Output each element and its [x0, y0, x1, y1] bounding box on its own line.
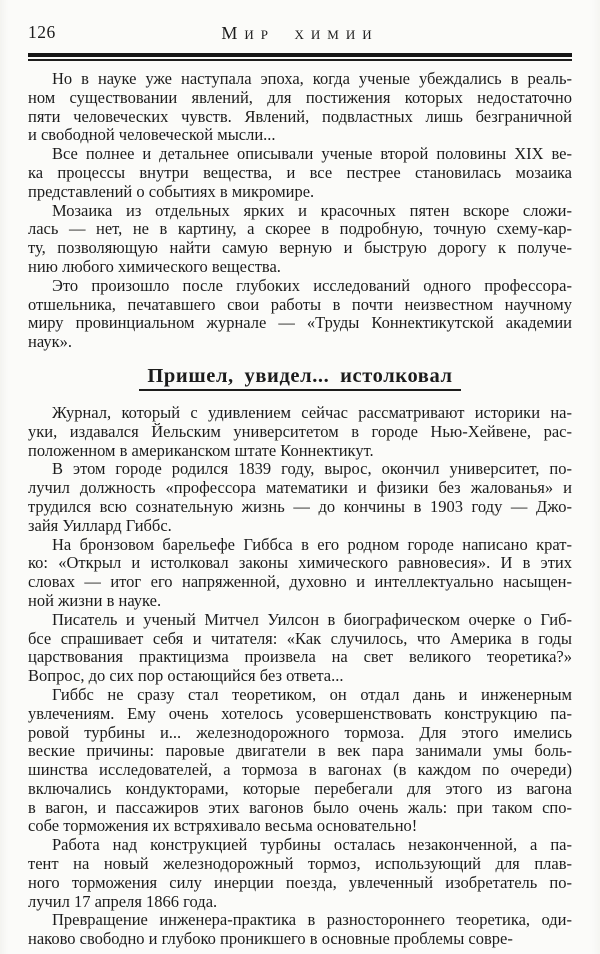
text-line: царствования практицизма произвела на свет великого теоретика?»: [28, 648, 572, 667]
text-line: увлечениям. Ему очень хотелось усовершенствовать конструкцию па-: [28, 704, 572, 723]
text-line: ного торможения силу инерции поезда, увлеченный изобретатель по-: [28, 873, 572, 892]
text-line: нию любого химического вещества.: [28, 257, 281, 276]
text-line: трудился всю сознательную жизнь — до кончины в 1903 году — Джо-: [28, 497, 572, 516]
text-line: собе торможения их встряхивало весьма основательно!: [28, 817, 418, 836]
text-line: уки, издавался Йельским университетом в городе Нью-Хейвене, рас-: [28, 422, 572, 441]
text-line: шинства исследователей, а тормоза в вагонах (в каждом по очереди): [28, 761, 572, 780]
paragraph: [28, 202, 572, 277]
page-number: 126: [28, 22, 56, 42]
text-line: ной жизни в науке.: [28, 591, 162, 610]
text-line: представлений о событиях в микромире.: [28, 182, 315, 201]
paragraph: [28, 404, 572, 460]
paragraph: [28, 536, 572, 611]
text-line: отшельника, печатавшего свои работы в почти неизвестном научному: [28, 295, 572, 314]
text-line: в вагон, и пассажиров этих вагонов было очень жаль: при таком спо-: [28, 798, 572, 817]
running-head: [28, 22, 572, 46]
paragraph: [28, 686, 572, 836]
paragraph: [28, 277, 572, 352]
text-line: пяти человеческих чувств. Явлений, подвластных лишь безграничной: [28, 107, 572, 126]
paragraph: [28, 611, 572, 686]
paragraph: [28, 145, 572, 201]
text-line: Гиббс не сразу стал теоретиком, он отдал дань и инженерным: [52, 685, 572, 704]
text-line: Вопрос, до сих пор остающийся без ответа...: [28, 667, 344, 686]
text-line: Это произошло после глубоких исследований одного профессора-: [52, 276, 572, 295]
text-line: ту, позволяющую найти самую верную и быструю дорогу к получе-: [28, 239, 572, 258]
text-line: положенном в американском штате Коннектикут.: [28, 441, 374, 460]
text-line: лась — нет, не в картину, а скорее в подробную, точную схему-кар-: [28, 220, 572, 239]
text-line: На бронзовом барельефе Гиббса в его родном городе написано крат-: [52, 535, 572, 554]
paragraph: [28, 836, 572, 911]
text-line: ка процессы внутри вещества, и все пестрее становилась мозаика: [28, 163, 572, 182]
text-line: тент на новый железнодорожный тормоз, использующий для плав-: [28, 855, 572, 874]
text-line: Все полнее и детальнее описывали ученые второй половины XIX ве-: [52, 145, 572, 164]
text-line: ном существовании явлений, для постижения которых недостаточно: [28, 88, 572, 107]
text-line: лучил 17 апреля 1866 года.: [28, 892, 218, 911]
text-line: лучил должность «профессора математики и физики без жалованья» и: [28, 479, 572, 498]
text-line: веские причины: паровые двигатели в век пара занимали умы боль-: [28, 742, 572, 761]
text-line: и свободной человеческой мысли...: [28, 126, 276, 145]
text-line: бсе спрашивает себя и читателя: «Как случилось, что Америка в годы: [28, 629, 572, 648]
text-line: Но в науке уже наступала эпоха, когда ученые убеждались в реаль-: [52, 70, 572, 88]
paragraph: [28, 70, 572, 145]
text-line: миру провинциальном журнале — «Труды Коннектикутской академии: [28, 314, 572, 333]
text-line: ко: «Открыл и истолковал законы химического равновесия». И в этих: [28, 554, 572, 573]
paragraph: [28, 911, 572, 949]
page-body: [28, 70, 572, 949]
text-line: Работа над конструкцией турбины осталась незаконченной, а па-: [52, 836, 572, 855]
text-line: Журнал, который с удивлением сейчас рассматривают историки на-: [52, 403, 572, 422]
section-heading-row: [28, 365, 572, 392]
text-line: словах — итог его напряженной, духовно и интеллектуально насыщен-: [28, 573, 572, 592]
text-line: Превращение инженера-практика в разностороннего теоретика, оди-: [52, 911, 572, 930]
paragraph: [28, 460, 572, 535]
text-line: наково свободно и глубоко проникшего в основные проблемы совре-: [28, 930, 513, 949]
text-line: В этом городе родился 1839 году, вырос, окончил университет, по-: [52, 460, 572, 479]
text-line: Мозаика из отдельных ярких и красочных пятен вскоре сложи-: [52, 201, 572, 220]
text-line: зайя Уиллард Гиббс.: [28, 516, 172, 535]
header-double-rule: [28, 53, 572, 61]
text-line: ровой турбины и... железнодорожного тормоза. Для этого имелись: [28, 723, 572, 742]
running-title: Мир химии: [221, 23, 379, 43]
section-heading: Пришел, увидел... истолковал: [139, 365, 460, 391]
text-line: включались кондукторами, которые перебегали для этого из вагона: [28, 779, 572, 798]
text-line: наук».: [28, 333, 72, 352]
text-line: Писатель и ученый Митчел Уилсон в биографическом очерке о Гиб-: [52, 610, 572, 629]
